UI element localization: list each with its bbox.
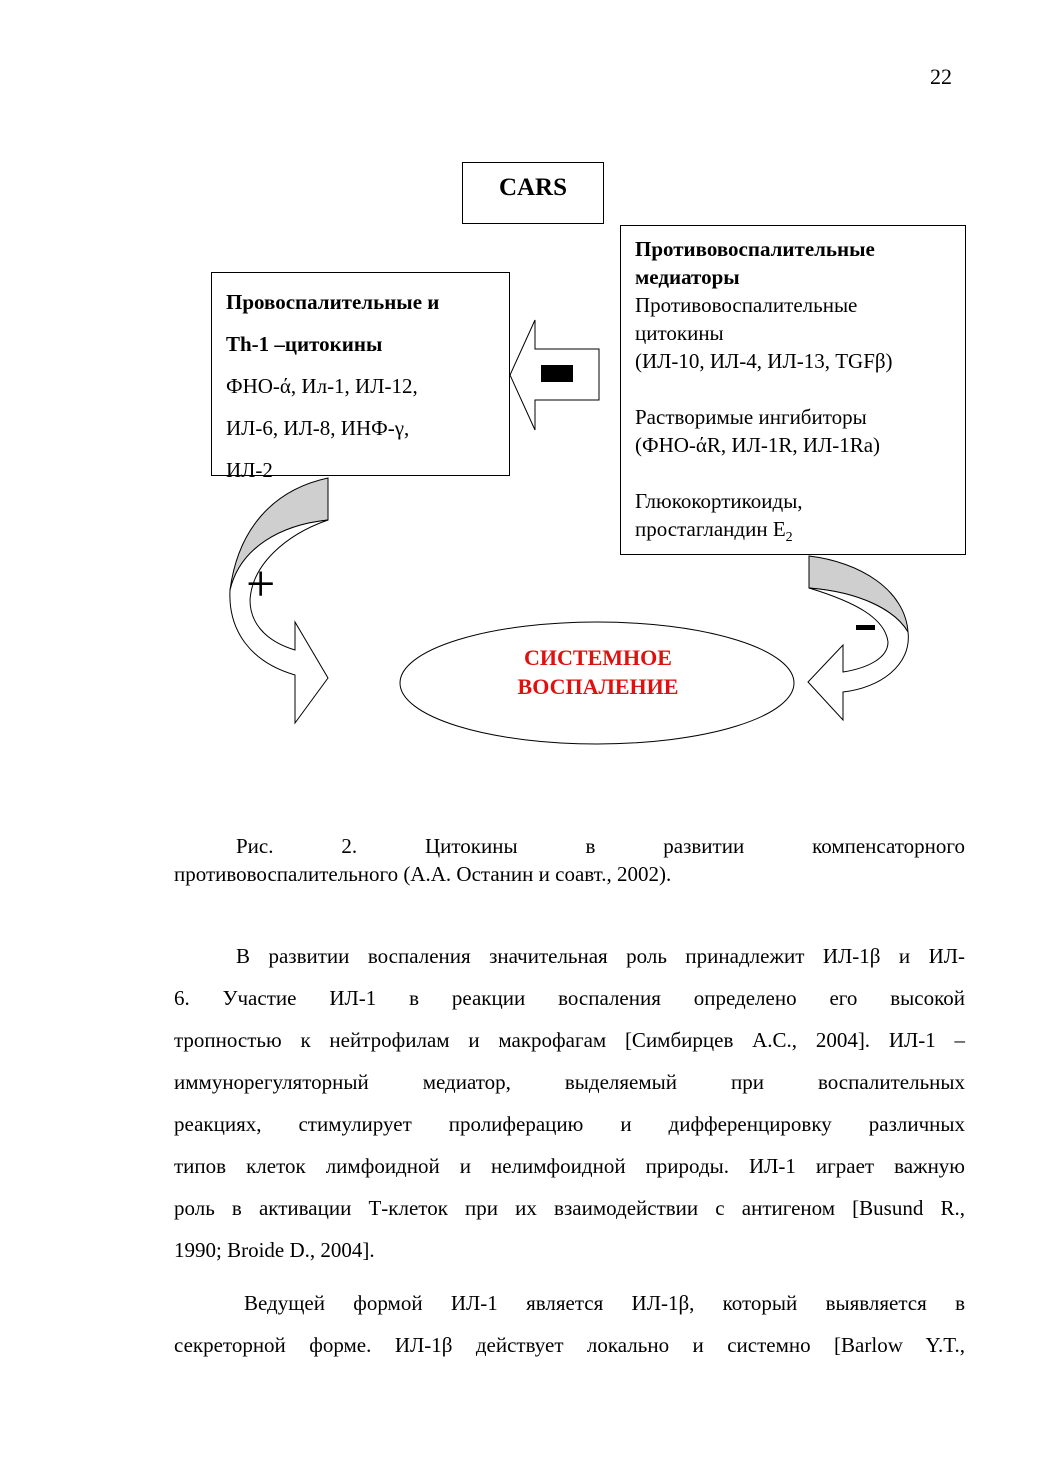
paragraph-line: типов клеток лимфоидной и нелимфоидной природы. ИЛ-1 играет важную (174, 1154, 965, 1178)
paragraph-line: роль в активации Т-клеток при их взаимодействии с антигеном [Busund R., (174, 1196, 965, 1220)
paragraph-line: В развитии воспаления значительная роль принадлежит ИЛ-1β и ИЛ- (236, 944, 965, 968)
paragraph-line: 6. Участие ИЛ-1 в реакции воспаления определено его высокой (174, 986, 965, 1010)
caption-word: компенсаторного (812, 834, 965, 858)
cars-label: CARS (498, 174, 568, 201)
paragraph-line: 1990; Broide D., 2004]. (174, 1238, 375, 1262)
antiinflammatory-line8: Глюкокортикоиды, (635, 489, 803, 513)
antiinflammatory-title-line2: медиаторы (635, 265, 740, 289)
figure-caption-line2: противовоспалительного (А.А. Останин и соавт., 2002). (174, 862, 672, 886)
antiinflammatory-line4: цитокины (635, 321, 724, 345)
proinflammatory-box (211, 272, 510, 482)
antiinflammatory-line9-sub: 2 (785, 530, 793, 546)
antiinflammatory-title-line1: Противовоспалительные (635, 237, 875, 261)
antiinflammatory-line9-main: простагландин E (635, 517, 786, 541)
caption-word: Цитокины (425, 834, 518, 858)
center-line1: СИСТЕМНОЕ (524, 645, 672, 670)
minus-sign-arrow (541, 365, 573, 382)
page-number: 22 (930, 64, 952, 89)
paragraph-line: Ведущей формой ИЛ-1 является ИЛ-1β, который выявляется в (244, 1291, 965, 1315)
antiinflammatory-line3: Противовоспалительные (635, 293, 858, 317)
antiinflammatory-line6: Растворимые ингибиторы (635, 405, 867, 429)
antiinflammatory-line5: (ИЛ-10, ИЛ-4, ИЛ-13, TGFβ) (635, 349, 893, 373)
caption-word: Рис. (236, 834, 274, 858)
systemic-inflammation-label (478, 643, 718, 701)
antiinflammatory-line7: (ФНО-άR, ИЛ-1R, ИЛ-1Ra) (635, 433, 881, 457)
antiinflammatory-line9 (635, 515, 965, 552)
proinflammatory-title-line1: Провоспалительные и (226, 290, 440, 314)
center-line2: ВОСПАЛЕНИЕ (517, 674, 679, 699)
minus-sign-right (856, 625, 875, 630)
proinflammatory-line3: ФНО-ά, Ил-1, ИЛ-12, (226, 374, 418, 398)
caption-word: развитии (663, 834, 745, 858)
paragraph-line: секреторной форме. ИЛ-1β действует локально и системно [Barlow Y.T., (174, 1333, 965, 1357)
cars-box (462, 162, 604, 224)
paragraph-line: тропностью к нейтрофилам и макрофагам [Симбирцев А.С., 2004]. ИЛ-1 – (174, 1028, 965, 1052)
paragraph-line: реакциях, стимулирует пролиферацию и дифференцировку различных (174, 1112, 965, 1136)
antiinflammatory-box (620, 225, 966, 555)
paragraph-line: иммунорегуляторный медиатор, выделяемый при воспалительных (174, 1070, 965, 1094)
figure-caption-line1 (236, 834, 965, 859)
caption-word: в (585, 834, 596, 858)
proinflammatory-line4: ИЛ-6, ИЛ-8, ИНФ-γ, (226, 416, 410, 440)
proinflammatory-line5: ИЛ-2 (226, 458, 273, 482)
proinflammatory-title-line2: Th-1 –цитокины (226, 332, 383, 356)
plus-sign: + (246, 556, 276, 613)
caption-word: 2. (341, 834, 358, 858)
